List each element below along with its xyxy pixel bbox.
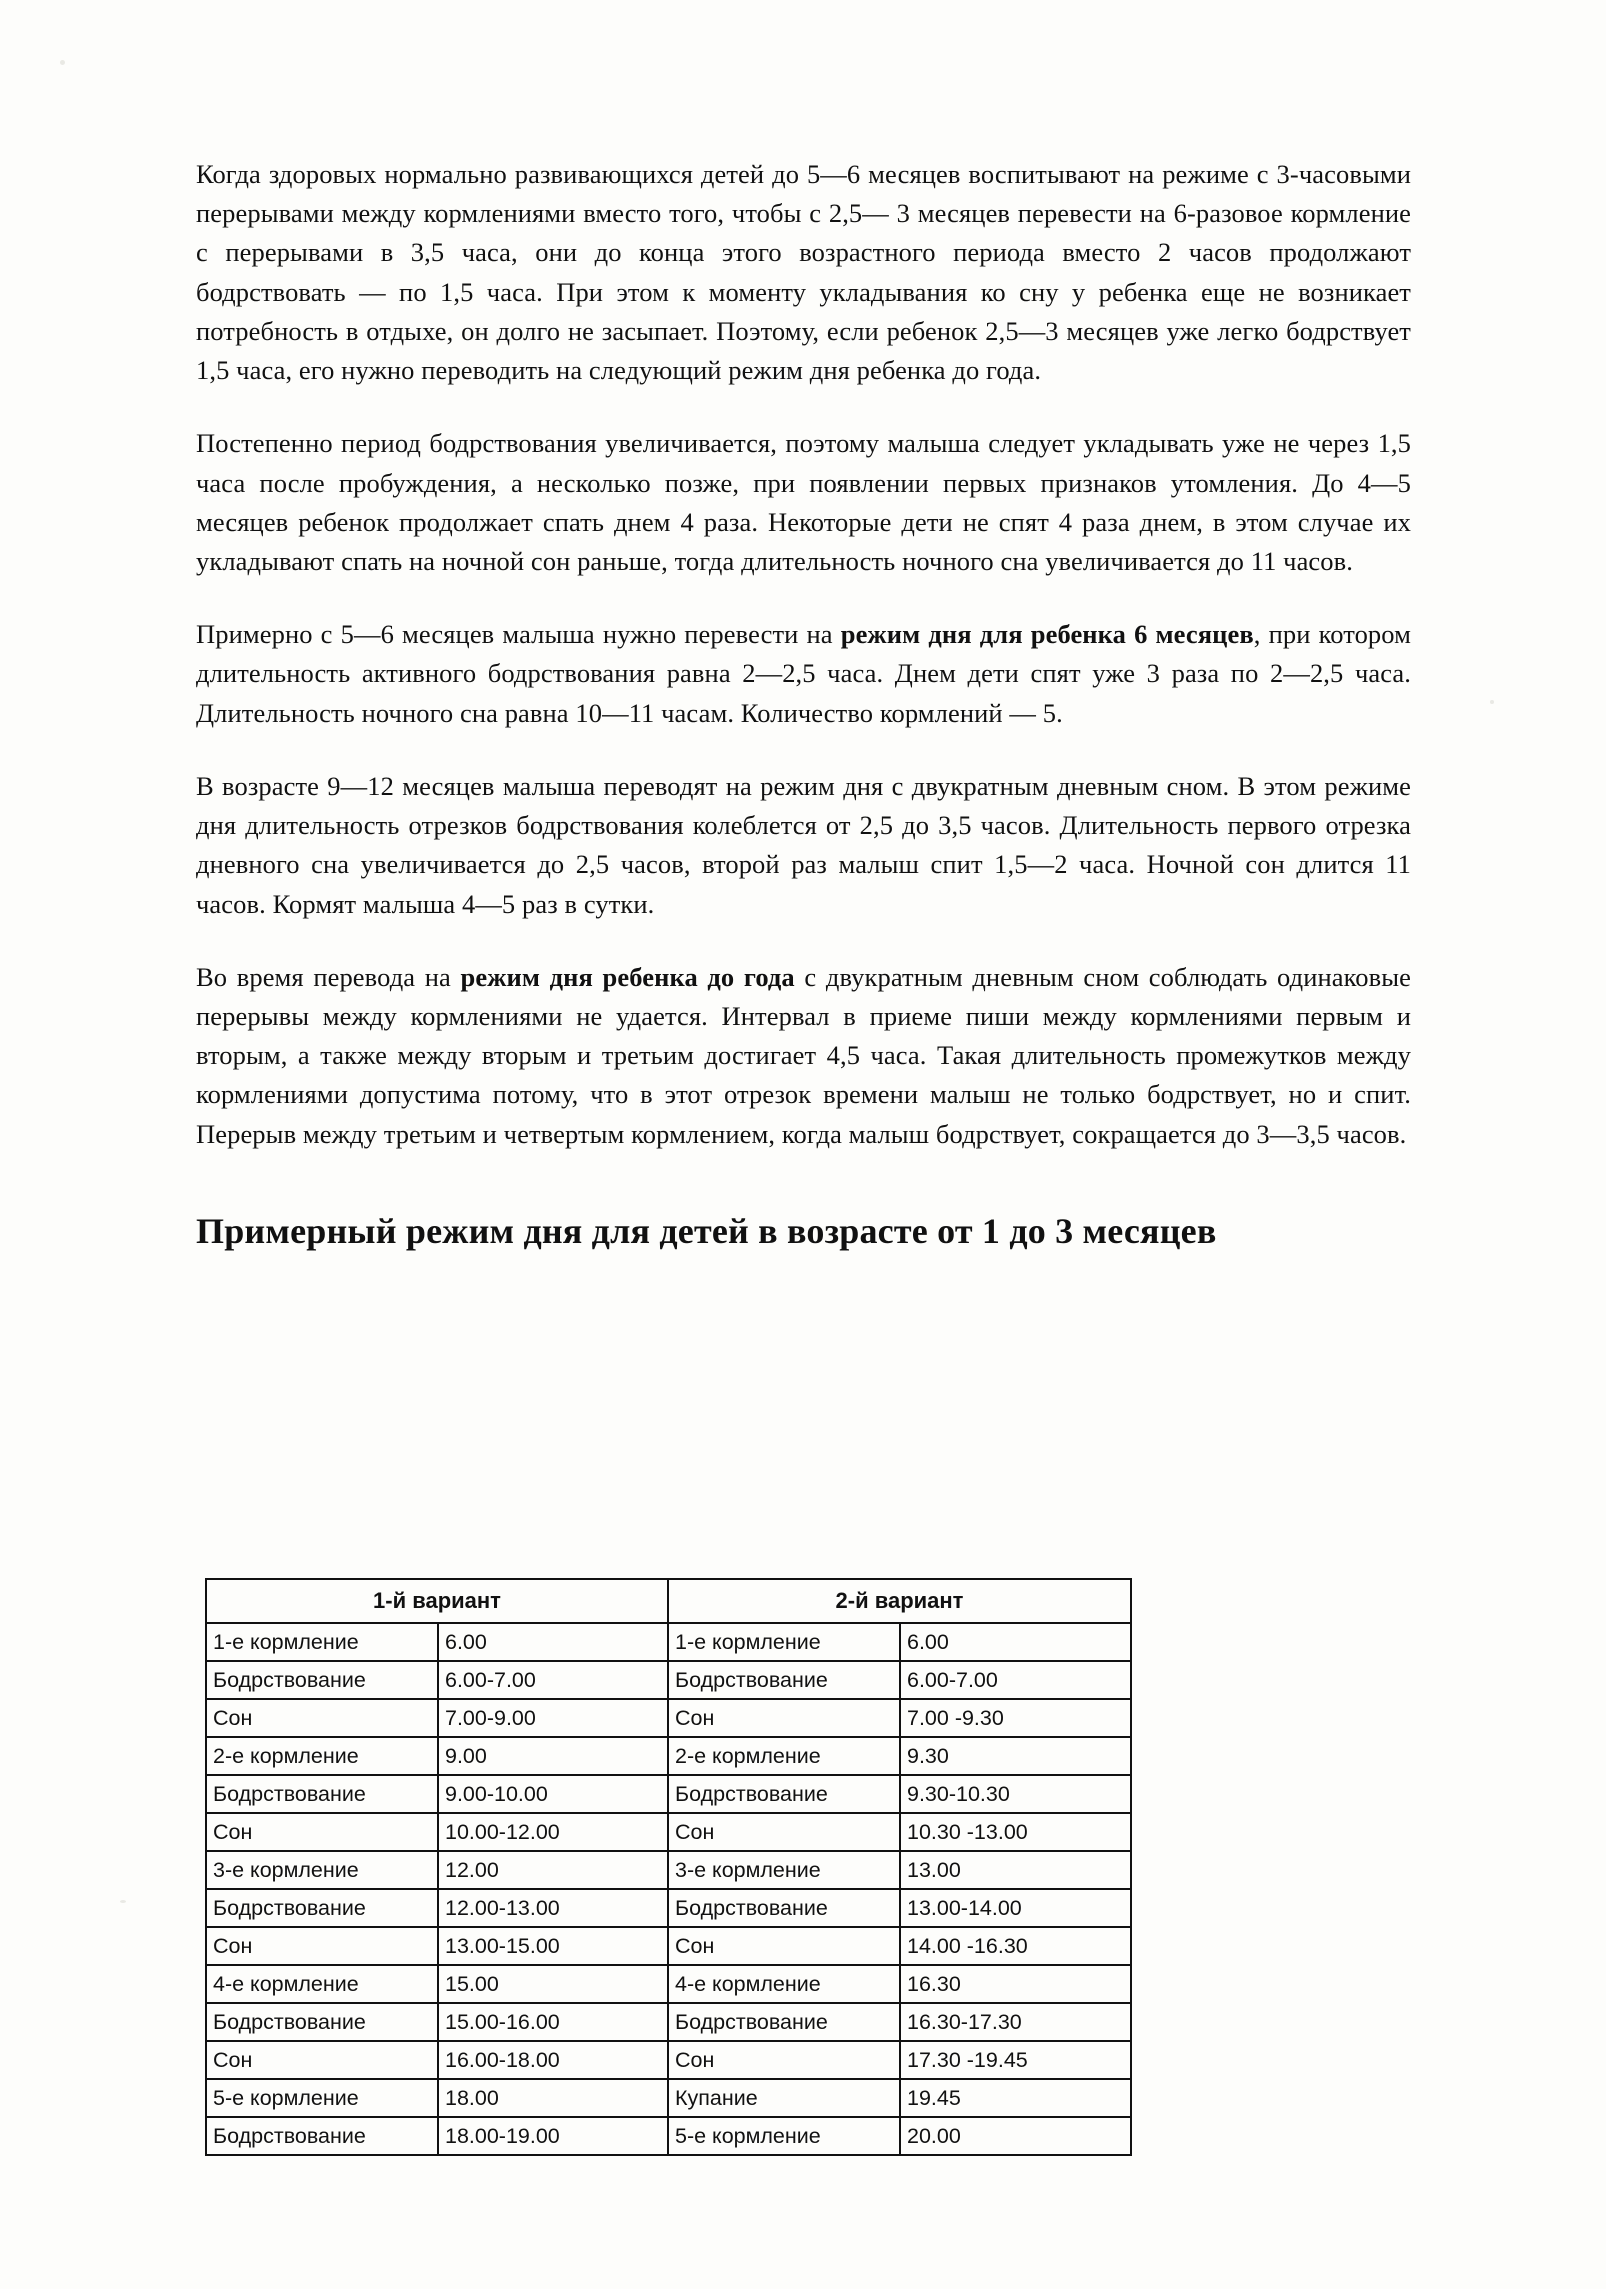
cell-time-variant-1: 7.00-9.00 — [438, 1699, 668, 1737]
table-header-variant-1: 1-й вариант — [206, 1579, 668, 1623]
cell-time-variant-1: 15.00 — [438, 1965, 668, 2003]
table-row — [206, 1623, 1131, 1661]
table-row — [206, 1775, 1131, 1813]
cell-time-variant-2: 19.45 — [900, 2079, 1131, 2117]
cell-time-variant-2: 9.30-10.30 — [900, 1775, 1131, 1813]
cell-activity-variant-2: Сон — [668, 1699, 900, 1737]
text-run: режим дня для ребенка 6 месяцев — [840, 619, 1254, 650]
cell-activity-variant-1: Сон — [206, 1927, 438, 1965]
cell-time-variant-1: 16.00-18.00 — [438, 2041, 668, 2079]
table-header-variant-2: 2-й вариант — [668, 1579, 1131, 1623]
cell-activity-variant-1: Сон — [206, 2041, 438, 2079]
cell-time-variant-1: 10.00-12.00 — [438, 1813, 668, 1851]
text-run: В возрасте 9—12 месяцев малыша переводят на режим дня с двукратным дневным сном. В этом режиме дня длительность отрезков бодрствования колеблется от 2,5 до 3,5 часов. Длительность первого отрезка дневного сна увеличивается до 2,5 часов, второй раз малыш спит 1,5—2 часа. Ночной сон длится 11 часов. Кормят малыша 4—5 раз в сутки. — [196, 770, 1411, 919]
cell-time-variant-1: 18.00 — [438, 2079, 668, 2117]
document-body — [196, 155, 1411, 1256]
cell-time-variant-1: 6.00-7.00 — [438, 1661, 668, 1699]
cell-activity-variant-2: Бодрствование — [668, 2003, 900, 2041]
cell-activity-variant-1: Сон — [206, 1813, 438, 1851]
cell-activity-variant-2: 1-е кормление — [668, 1623, 900, 1661]
cell-activity-variant-1: 4-е кормление — [206, 1965, 438, 2003]
cell-activity-variant-2: Бодрствование — [668, 1889, 900, 1927]
cell-activity-variant-2: 4-е кормление — [668, 1965, 900, 2003]
paragraph-5 — [196, 958, 1411, 1154]
cell-activity-variant-1: Бодрствование — [206, 1889, 438, 1927]
table-header-row — [206, 1579, 1131, 1623]
cell-activity-variant-1: 1-е кормление — [206, 1623, 438, 1661]
cell-time-variant-2: 10.30 -13.00 — [900, 1813, 1131, 1851]
cell-time-variant-2: 17.30 -19.45 — [900, 2041, 1131, 2079]
table-row — [206, 2079, 1131, 2117]
cell-activity-variant-2: Сон — [668, 1813, 900, 1851]
cell-time-variant-1: 6.00 — [438, 1623, 668, 1661]
table-row — [206, 2003, 1131, 2041]
paper-speck — [120, 1900, 126, 1903]
cell-time-variant-2: 16.30 — [900, 1965, 1131, 2003]
cell-time-variant-1: 15.00-16.00 — [438, 2003, 668, 2041]
table-row — [206, 1699, 1131, 1737]
text-run: , при котором длительность активного бодрствования равна 2—2,5 часа. Днем дети спят уже 3 раза по 2—2,5 часа. Длительность ночного сна равна 10—11 часам. Количество кормлений — 5. — [196, 619, 1411, 728]
table-row — [206, 2041, 1131, 2079]
text-run: Постепенно период бодрствования увеличивается, поэтому малыша следует укладывать уже не через 1,5 часа после пробуждения, а несколько позже, при появлении первых признаков утомления. До 4—5 месяцев ребенок продолжает спать днем 4 раза. Некоторые дети не спят 4 раза днем, в этом случае их укладывают спать на ночной сон раньше, тогда длительность ночного сна увеличивается до 11 часов. — [196, 428, 1411, 576]
cell-time-variant-1: 18.00-19.00 — [438, 2117, 668, 2155]
schedule-table-container — [205, 1578, 1130, 2156]
paper-speck — [60, 60, 65, 65]
table-row — [206, 1737, 1131, 1775]
table-row — [206, 1927, 1131, 1965]
table-row — [206, 1851, 1131, 1889]
cell-time-variant-2: 14.00 -16.30 — [900, 1927, 1131, 1965]
table-row — [206, 1889, 1131, 1927]
cell-activity-variant-2: 2-е кормление — [668, 1737, 900, 1775]
cell-activity-variant-2: 3-е кормление — [668, 1851, 900, 1889]
cell-activity-variant-1: Бодрствование — [206, 1775, 438, 1813]
cell-time-variant-1: 12.00 — [438, 1851, 668, 1889]
cell-time-variant-1: 9.00 — [438, 1737, 668, 1775]
cell-activity-variant-1: 2-е кормление — [206, 1737, 438, 1775]
text-run: Примерно с 5—6 месяцев малыша нужно перевести на — [196, 619, 841, 650]
table-row — [206, 1965, 1131, 2003]
cell-time-variant-1: 13.00-15.00 — [438, 1927, 668, 1965]
cell-activity-variant-2: Сон — [668, 1927, 900, 1965]
cell-time-variant-2: 7.00 -9.30 — [900, 1699, 1131, 1737]
paragraph-4 — [196, 767, 1411, 924]
cell-time-variant-2: 13.00-14.00 — [900, 1889, 1131, 1927]
paragraph-3 — [196, 615, 1411, 733]
table-row — [206, 2117, 1131, 2155]
cell-activity-variant-1: Бодрствование — [206, 2003, 438, 2041]
cell-activity-variant-2: Бодрствование — [668, 1661, 900, 1699]
text-run: Во время перевода на — [196, 961, 461, 992]
table-body — [206, 1623, 1131, 2155]
cell-activity-variant-1: Сон — [206, 1699, 438, 1737]
section-heading: Примерный режим дня для детей в возрасте от 1 до 3 месяцев — [196, 1210, 1217, 1251]
cell-activity-variant-2: Сон — [668, 2041, 900, 2079]
cell-time-variant-2: 6.00-7.00 — [900, 1661, 1131, 1699]
paragraph-1 — [196, 155, 1411, 390]
text-run: Когда здоровых нормально развивающихся детей до 5—6 месяцев воспитывают на режиме с 3-часовыми перерывами между кормлениями вместо того, чтобы с 2,5— 3 месяцев перевести на 6-разовое кормление с перерывами в 3,5 часа, они до конца этого возрастного периода вместо 2 часов продолжают бодрствовать — по 1,5 часа. При этом к моменту укладывания ко сну у ребенка еще не возникает потребность в отдыхе, он долго не засыпает. Поэтому, если ребенок 2,5—3 месяцев уже легко бодрствует 1,5 часа, его нужно переводить на следующий режим дня ребенка до года. — [196, 159, 1411, 386]
schedule-table — [205, 1578, 1132, 2156]
paper-speck — [1490, 700, 1494, 704]
cell-activity-variant-1: Бодрствование — [206, 1661, 438, 1699]
cell-time-variant-2: 9.30 — [900, 1737, 1131, 1775]
text-run: с двукратным дневным сном соблюдать одинаковые перерывы между кормлениями не удается. Интервал в приеме пиши между кормлениями первым и вторым, а также между вторым и третьим достигает 4,5 часа. Такая длительность промежутков между кормлениями допустима потому, что в этот отрезок времени малыш не только бодрствует, но и спит. Перерыв между третьим и четвертым кормлением, когда малыш бодрствует, сокращается до 3—3,5 часов. — [196, 961, 1412, 1149]
cell-activity-variant-1: Бодрствование — [206, 2117, 438, 2155]
cell-time-variant-2: 6.00 — [900, 1623, 1131, 1661]
table-row — [206, 1813, 1131, 1851]
cell-activity-variant-1: 3-е кормление — [206, 1851, 438, 1889]
table-row — [206, 1661, 1131, 1699]
cell-activity-variant-2: Купание — [668, 2079, 900, 2117]
cell-time-variant-2: 16.30-17.30 — [900, 2003, 1131, 2041]
paragraph-2 — [196, 424, 1411, 581]
cell-time-variant-1: 9.00-10.00 — [438, 1775, 668, 1813]
cell-time-variant-2: 13.00 — [900, 1851, 1131, 1889]
cell-time-variant-2: 20.00 — [900, 2117, 1131, 2155]
cell-activity-variant-1: 5-е кормление — [206, 2079, 438, 2117]
cell-activity-variant-2: 5-е кормление — [668, 2117, 900, 2155]
cell-time-variant-1: 12.00-13.00 — [438, 1889, 668, 1927]
text-run: режим дня ребенка до года — [460, 961, 795, 992]
cell-activity-variant-2: Бодрствование — [668, 1775, 900, 1813]
